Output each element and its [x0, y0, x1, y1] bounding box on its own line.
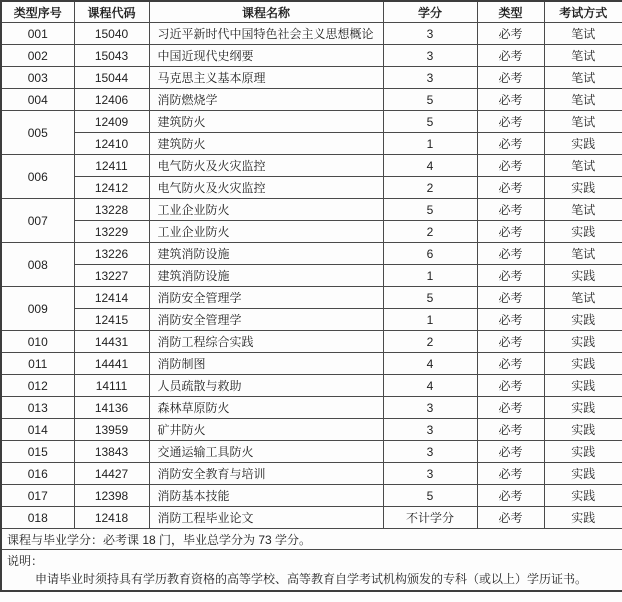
cell-type-no: 010 [1, 331, 74, 353]
cell-course-type: 必考 [477, 23, 544, 45]
cell-course-type: 必考 [477, 397, 544, 419]
table-row [1, 45, 622, 67]
cell-course-name: 工业企业防火 [149, 221, 383, 243]
cell-course-code: 14431 [74, 331, 149, 353]
cell-credits: 不计学分 [383, 507, 477, 529]
cell-course-code: 13228 [74, 199, 149, 221]
table-footer [1, 529, 622, 592]
cell-exam-method: 笔试 [544, 23, 622, 45]
cell-course-code: 13229 [74, 221, 149, 243]
cell-credits: 4 [383, 155, 477, 177]
cell-credits: 3 [383, 23, 477, 45]
table-row [1, 265, 622, 287]
cell-credits: 3 [383, 419, 477, 441]
cell-type-no: 014 [1, 419, 74, 441]
table-row [1, 309, 622, 331]
cell-exam-method: 实践 [544, 177, 622, 199]
cell-credits: 3 [383, 67, 477, 89]
cell-course-name: 马克思主义基本原理 [149, 67, 383, 89]
cell-course-code: 14427 [74, 463, 149, 485]
cell-credits: 6 [383, 243, 477, 265]
cell-credits: 4 [383, 375, 477, 397]
cell-exam-method: 笔试 [544, 111, 622, 133]
column-header-course-name: 课程名称 [149, 1, 383, 23]
cell-course-code: 13843 [74, 441, 149, 463]
cell-type-no: 017 [1, 485, 74, 507]
cell-credits: 1 [383, 309, 477, 331]
table-row [1, 111, 622, 133]
cell-exam-method: 实践 [544, 353, 622, 375]
cell-course-code: 12406 [74, 89, 149, 111]
cell-course-code: 14111 [74, 375, 149, 397]
cell-exam-method: 笔试 [544, 45, 622, 67]
cell-type-no: 009 [1, 287, 74, 331]
cell-exam-method: 实践 [544, 375, 622, 397]
cell-type-no: 008 [1, 243, 74, 287]
cell-course-code: 13959 [74, 419, 149, 441]
cell-exam-method: 实践 [544, 441, 622, 463]
header-row [1, 1, 622, 23]
cell-course-name: 工业企业防火 [149, 199, 383, 221]
cell-course-code: 12398 [74, 485, 149, 507]
cell-course-name: 电气防火及火灾监控 [149, 177, 383, 199]
table-row [1, 133, 622, 155]
cell-course-type: 必考 [477, 45, 544, 67]
cell-course-type: 必考 [477, 441, 544, 463]
table-row [1, 89, 622, 111]
cell-course-name: 矿井防火 [149, 419, 383, 441]
table-row [1, 221, 622, 243]
table-header [1, 1, 622, 23]
credits-summary: 课程与毕业学分：必考课 18 门，毕业总学分为 73 学分。 [1, 529, 622, 550]
cell-course-name: 习近平新时代中国特色社会主义思想概论 [149, 23, 383, 45]
cell-credits: 2 [383, 221, 477, 243]
cell-course-name: 消防安全教育与培训 [149, 463, 383, 485]
table-row [1, 23, 622, 45]
table-row [1, 331, 622, 353]
cell-exam-method: 笔试 [544, 89, 622, 111]
cell-course-name: 消防燃烧学 [149, 89, 383, 111]
table-row [1, 463, 622, 485]
cell-course-type: 必考 [477, 331, 544, 353]
cell-course-type: 必考 [477, 353, 544, 375]
cell-credits: 5 [383, 287, 477, 309]
cell-exam-method: 实践 [544, 133, 622, 155]
cell-credits: 5 [383, 199, 477, 221]
cell-course-type: 必考 [477, 463, 544, 485]
cell-type-no: 013 [1, 397, 74, 419]
cell-course-code: 13227 [74, 265, 149, 287]
cell-exam-method: 实践 [544, 419, 622, 441]
cell-type-no: 002 [1, 45, 74, 67]
cell-course-name: 建筑防火 [149, 133, 383, 155]
cell-course-name: 交通运输工具防火 [149, 441, 383, 463]
cell-course-name: 消防工程毕业论文 [149, 507, 383, 529]
cell-course-name: 人员疏散与救助 [149, 375, 383, 397]
cell-course-code: 12414 [74, 287, 149, 309]
table-row [1, 397, 622, 419]
cell-credits: 3 [383, 463, 477, 485]
cell-type-no: 007 [1, 199, 74, 243]
cell-course-type: 必考 [477, 177, 544, 199]
cell-course-type: 必考 [477, 507, 544, 529]
cell-type-no: 001 [1, 23, 74, 45]
cell-course-name: 电气防火及火灾监控 [149, 155, 383, 177]
cell-course-type: 必考 [477, 419, 544, 441]
cell-credits: 2 [383, 331, 477, 353]
cell-exam-method: 实践 [544, 221, 622, 243]
cell-exam-method: 笔试 [544, 155, 622, 177]
table-row [1, 243, 622, 265]
cell-course-code: 13226 [74, 243, 149, 265]
cell-course-code: 12412 [74, 177, 149, 199]
table-row [1, 287, 622, 309]
cell-type-no: 011 [1, 353, 74, 375]
table-row [1, 441, 622, 463]
cell-course-code: 14136 [74, 397, 149, 419]
cell-type-no: 003 [1, 67, 74, 89]
cell-credits: 1 [383, 133, 477, 155]
cell-course-type: 必考 [477, 155, 544, 177]
cell-exam-method: 实践 [544, 507, 622, 529]
cell-type-no: 016 [1, 463, 74, 485]
cell-course-name: 消防工程综合实践 [149, 331, 383, 353]
table-row [1, 485, 622, 507]
cell-course-name: 建筑防火 [149, 111, 383, 133]
cell-course-name: 消防基本技能 [149, 485, 383, 507]
column-header-type-no: 类型序号 [1, 1, 74, 23]
cell-type-no: 006 [1, 155, 74, 199]
cell-exam-method: 笔试 [544, 243, 622, 265]
cell-credits: 2 [383, 177, 477, 199]
cell-type-no: 004 [1, 89, 74, 111]
cell-course-type: 必考 [477, 111, 544, 133]
cell-course-code: 12411 [74, 155, 149, 177]
note-title: 说明： [7, 554, 44, 568]
cell-course-code: 12409 [74, 111, 149, 133]
cell-course-code: 12410 [74, 133, 149, 155]
column-header-course-code: 课程代码 [74, 1, 149, 23]
cell-exam-method: 笔试 [544, 199, 622, 221]
cell-credits: 3 [383, 45, 477, 67]
cell-course-code: 15044 [74, 67, 149, 89]
cell-exam-method: 实践 [544, 397, 622, 419]
cell-course-code: 12415 [74, 309, 149, 331]
cell-exam-method: 实践 [544, 265, 622, 287]
cell-course-type: 必考 [477, 309, 544, 331]
cell-type-no: 015 [1, 441, 74, 463]
cell-exam-method: 实践 [544, 331, 622, 353]
cell-course-name: 消防安全管理学 [149, 287, 383, 309]
cell-exam-method: 实践 [544, 309, 622, 331]
table-row [1, 177, 622, 199]
cell-course-code: 12418 [74, 507, 149, 529]
cell-credits: 4 [383, 353, 477, 375]
cell-type-no: 018 [1, 507, 74, 529]
table-row [1, 155, 622, 177]
column-header-exam-method: 考试方式 [544, 1, 622, 23]
note-body: 申请毕业时须持具有学历教育资格的高等学校、高等教育自学考试机构颁发的专科（或以上）学历证书。 [35, 572, 588, 586]
cell-exam-method: 实践 [544, 463, 622, 485]
cell-course-type: 必考 [477, 221, 544, 243]
cell-course-name: 建筑消防设施 [149, 265, 383, 287]
summary-row [1, 529, 622, 550]
cell-course-type: 必考 [477, 265, 544, 287]
cell-credits: 1 [383, 265, 477, 287]
cell-credits: 5 [383, 111, 477, 133]
cell-type-no: 005 [1, 111, 74, 155]
cell-course-name: 消防安全管理学 [149, 309, 383, 331]
table-row [1, 419, 622, 441]
column-header-type: 类型 [477, 1, 544, 23]
cell-course-type: 必考 [477, 485, 544, 507]
table-row [1, 507, 622, 529]
cell-course-code: 15040 [74, 23, 149, 45]
cell-exam-method: 笔试 [544, 287, 622, 309]
cell-course-type: 必考 [477, 243, 544, 265]
cell-course-type: 必考 [477, 199, 544, 221]
cell-course-name: 森林草原防火 [149, 397, 383, 419]
table-row [1, 199, 622, 221]
cell-credits: 3 [383, 397, 477, 419]
cell-course-code: 14441 [74, 353, 149, 375]
table-row [1, 375, 622, 397]
cell-exam-method: 实践 [544, 485, 622, 507]
table-row [1, 67, 622, 89]
cell-course-name: 中国近现代史纲要 [149, 45, 383, 67]
cell-course-code: 15043 [74, 45, 149, 67]
column-header-credits: 学分 [383, 1, 477, 23]
table-row [1, 353, 622, 375]
cell-credits: 5 [383, 89, 477, 111]
table-body [1, 23, 622, 529]
cell-credits: 3 [383, 441, 477, 463]
cell-course-type: 必考 [477, 375, 544, 397]
cell-type-no: 012 [1, 375, 74, 397]
note-row [1, 550, 622, 592]
cell-exam-method: 笔试 [544, 67, 622, 89]
cell-course-type: 必考 [477, 67, 544, 89]
cell-course-type: 必考 [477, 89, 544, 111]
cell-course-name: 建筑消防设施 [149, 243, 383, 265]
cell-course-type: 必考 [477, 133, 544, 155]
cell-credits: 5 [383, 485, 477, 507]
note-section [1, 550, 622, 592]
cell-course-name: 消防制图 [149, 353, 383, 375]
cell-course-type: 必考 [477, 287, 544, 309]
